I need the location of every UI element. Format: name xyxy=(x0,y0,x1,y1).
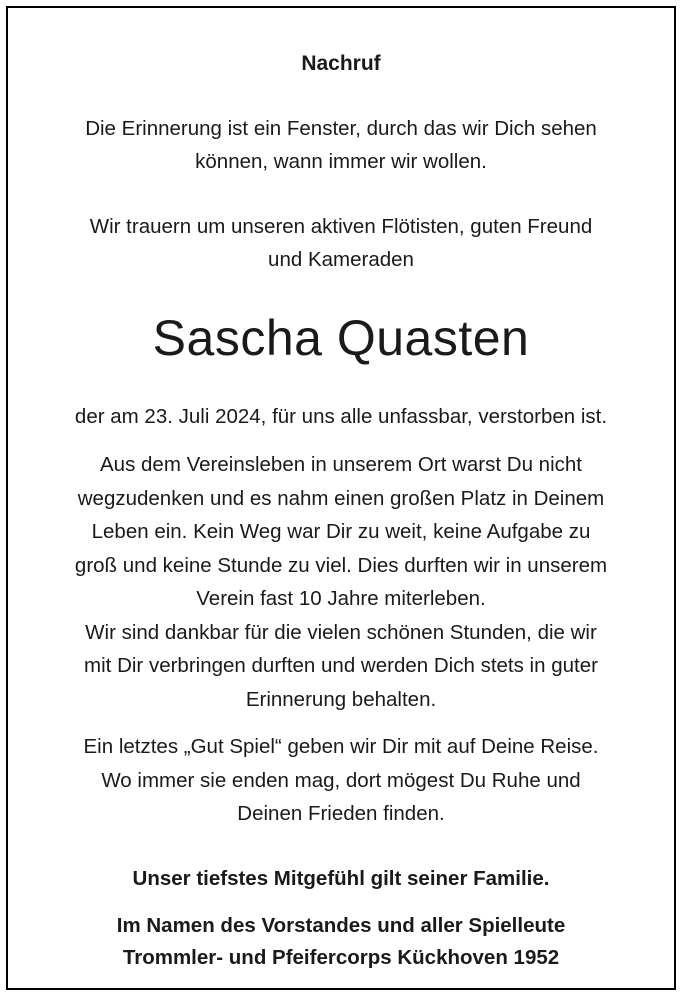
paragraph2-line-1: Ein letztes „Gut Spiel“ geben wir Dir mit auf Deine Reise. xyxy=(83,735,599,758)
paragraph2-line-3: Deinen Frieden finden. xyxy=(237,802,445,825)
intro-line-2: und Kameraden xyxy=(268,248,414,271)
signature-line-2: Trommler- und Pfeifercorps Kückhoven 1952 xyxy=(122,946,560,969)
obituary-notice xyxy=(6,6,676,990)
paragraph1-line-5: Verein fast 10 Jahre miterleben. xyxy=(196,587,486,610)
paragraph2-line-2: Wo immer sie enden mag, dort mögest Du Ruhe und xyxy=(101,769,581,792)
quote-line-1: Die Erinnerung ist ein Fenster, durch das wir Dich sehen xyxy=(85,117,597,140)
notice-heading: Nachruf xyxy=(301,52,381,75)
paragraph1-line-6: Wir sind dankbar für die vielen schönen Stunden, die wir xyxy=(85,621,597,644)
paragraph1-line-1: Aus dem Vereinsleben in unserem Ort warst Du nicht xyxy=(100,453,582,476)
intro-line-1: Wir trauern um unseren aktiven Flötisten, guten Freund xyxy=(89,215,593,238)
paragraph1-line-3: Leben ein. Kein Weg war Dir zu weit, keine Aufgabe zu xyxy=(91,520,591,543)
sympathy-line: Unser tiefstes Mitgefühl gilt seiner Familie. xyxy=(132,867,550,890)
signature-line-1: Im Namen des Vorstandes und aller Spielleute xyxy=(116,914,566,937)
paragraph1-line-4: groß und keine Stunde zu viel. Dies durften wir in unserem xyxy=(74,554,608,577)
deceased-name: Sascha Quasten xyxy=(152,310,530,366)
death-date-line: der am 23. Juli 2024, für uns alle unfassbar, verstorben ist. xyxy=(74,405,608,428)
paragraph1-line-2: wegzudenken und es nahm einen großen Platz in Deinem xyxy=(77,487,605,510)
quote-line-2: können, wann immer wir wollen. xyxy=(195,150,487,173)
paragraph1-line-7: mit Dir verbringen durften und werden Dich stets in guter xyxy=(84,654,598,677)
paragraph1-line-8: Erinnerung behalten. xyxy=(245,688,437,711)
